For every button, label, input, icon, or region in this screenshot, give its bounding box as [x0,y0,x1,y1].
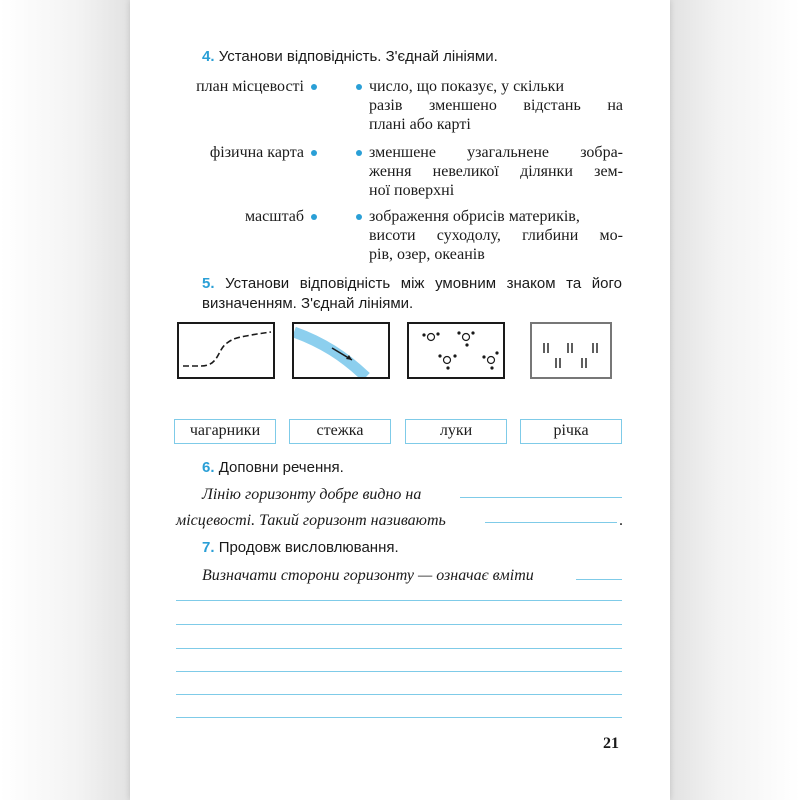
definition-dot-1[interactable] [356,84,362,90]
definition-dot-3[interactable] [356,214,362,220]
shrubs-symbol-icon [409,324,503,377]
definition-2-line2: ження невеликої ділянки зем- [369,163,623,180]
task7-write-line-3[interactable] [176,648,622,649]
page-number: 21 [603,735,619,752]
task7-sentence-line1: Визначати сторони горизонту — означає вміти [202,567,534,584]
label-meadow[interactable]: луки [405,419,507,444]
task6-sentence-line1: Лінію горизонту добре видно на [202,486,422,503]
workbook-page [130,0,670,800]
label-river[interactable]: річка [520,419,622,444]
task4-text: Установи відповідність. З'єднай лініями. [218,48,498,65]
definition-2-line1: зменшене узагальнене зобра- [369,144,623,161]
task7-write-line-6[interactable] [176,717,622,718]
task7-heading [202,539,399,556]
task6-blank-1[interactable] [460,497,622,498]
definition-1-line3: плані або карті [369,116,471,133]
task6-text: Доповни речення. [218,459,344,476]
definition-3-line2: висоти суходолу, глибини мо- [369,227,623,244]
task7-number: 7. [202,539,215,556]
definition-1-line2: разів зменшено відстань на [369,97,623,114]
task6-period: . [619,512,623,529]
task7-write-line-5[interactable] [176,694,622,695]
left-page-shadow [0,0,130,800]
term-dot-3[interactable] [311,214,317,220]
task6-blank-2[interactable] [485,522,617,523]
task7-blank-0[interactable] [576,579,622,580]
term-plan: план місцевості [196,78,304,95]
river-symbol-icon [294,324,388,377]
meadow-symbol-box[interactable] [530,322,612,379]
task5-text-line1: Установи відповідність між умовним знаком та його [225,275,623,292]
term-dot-1[interactable] [311,84,317,90]
task4-number: 4. [202,48,215,65]
definition-3-line1: зображення обрисів материків, [369,208,580,225]
task5-number: 5. [202,275,215,292]
term-physical-map: фізична карта [209,144,304,161]
right-page-shadow [670,0,800,800]
definition-2 [369,143,623,200]
task5-text-line2: визначенням. З'єднай лініями. [202,295,414,312]
task5-heading [202,274,622,314]
definition-2-line3: ної поверхні [369,182,455,199]
definition-1-line1: число, що показує, у скільки [369,78,564,95]
task7-write-line-1[interactable] [176,600,622,601]
task6-sentence-line2: місцевості. Такий горизонт називають [176,512,446,529]
term-dot-2[interactable] [311,150,317,156]
definition-1 [369,77,623,134]
task4-heading [202,48,498,65]
term-scale: масштаб [245,208,304,225]
task7-text: Продовж висловлювання. [218,539,399,556]
path-symbol-box[interactable] [177,322,275,379]
label-shrubs[interactable]: чагарники [174,419,276,444]
task6-number: 6. [202,459,215,476]
meadow-symbol-icon [532,324,610,377]
label-path[interactable]: стежка [289,419,391,444]
definition-3 [369,207,623,264]
task7-write-line-4[interactable] [176,671,622,672]
definition-dot-2[interactable] [356,150,362,156]
task6-heading [202,459,344,476]
path-symbol-icon [179,324,273,377]
definition-3-line3: рів, озер, океанів [369,246,485,263]
river-symbol-box[interactable] [292,322,390,379]
task7-write-line-2[interactable] [176,624,622,625]
shrubs-symbol-box[interactable] [407,322,505,379]
